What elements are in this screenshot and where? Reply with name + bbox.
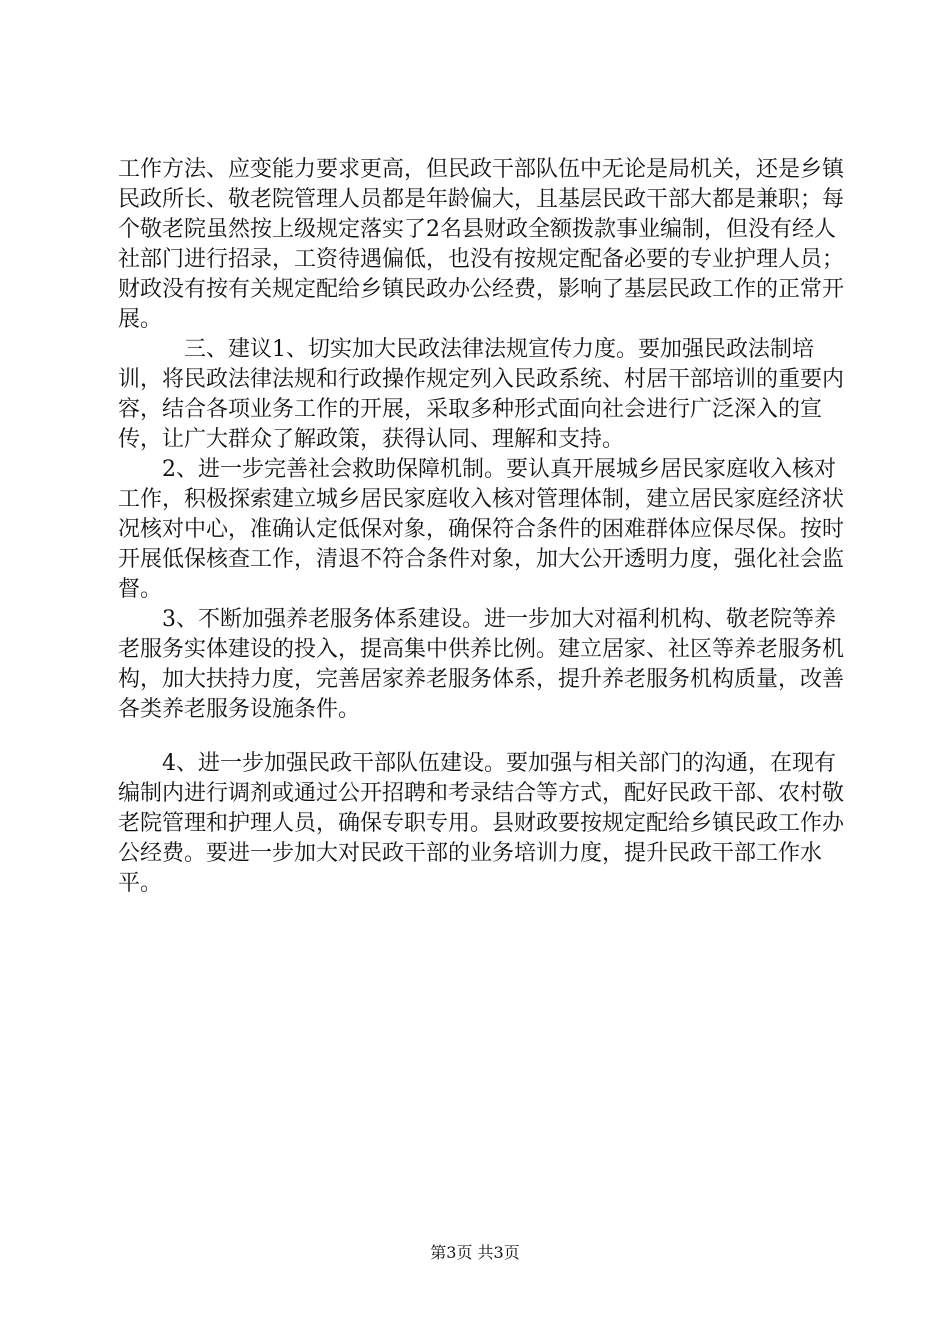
document-body [118,155,856,899]
paragraph-staff-issues: 工作方法、应变能力要求更高，但民政干部队伍中无论是局机关，还是乡镇民政所长、敬老院管理人员都是年龄偏大，且基层民政干部大都是兼职；每个敬老院虽然按上级规定落实了2名县财政全额拨款事业编制，但没有经人社部门进行招录，工资待遇偏低，也没有按规定配备必要的专业护理人员；财政没有按有关规定配给乡镇民政办公经费，影响了基层民政工作的正常开展。 [118,157,845,332]
page-number-footer: 第3页 共3页 [430,1243,520,1262]
paragraph-suggestion-4: 4、进一步加强民政干部队伍建设。要加强与相关部门的沟通，在现有编制内进行调剂或通过公开招聘和考录结合等方式，配好民政干部、农村敬老院管理和护理人员，确保专职专用。县财政要按规定配给乡镇民政工作办公经费。要进一步加大对民政干部的业务培训力度，提升民政干部工作水平。 [118,751,845,896]
paragraph-suggestion-3: 3、不断加强养老服务体系建设。进一步加大对福利机构、敬老院等养老服务实体建设的投入，提高集中供养比例。建立居家、社区等养老服务机构，加大扶持力度，完善居家养老服务体系，提升养老服务机构质量，改善各类养老服务设施条件。 [118,607,845,722]
paragraph-suggestion-2: 2、进一步完善社会救助保障机制。要认真开展城乡居民家庭收入核对工作，积极探索建立城乡居民家庭收入核对管理体制，建立居民家庭经济状况核对中心，准确认定低保对象，确保符合条件的困难群体应保尽保。按时开展低保核查工作，清退不符合条件对象，加大公开透明力度，强化社会监督。 [118,457,845,602]
paragraph-suggestion-1: 三、建议1、切实加大民政法律法规宣传力度。要加强民政法制培训，将民政法律法规和行政操作规定列入民政系统、村居干部培训的重要内容，结合各项业务工作的开展，采取多种形式面向社会进行广泛深入的宣传，让广大群众了解政策，获得认同、理解和支持。 [118,337,845,452]
